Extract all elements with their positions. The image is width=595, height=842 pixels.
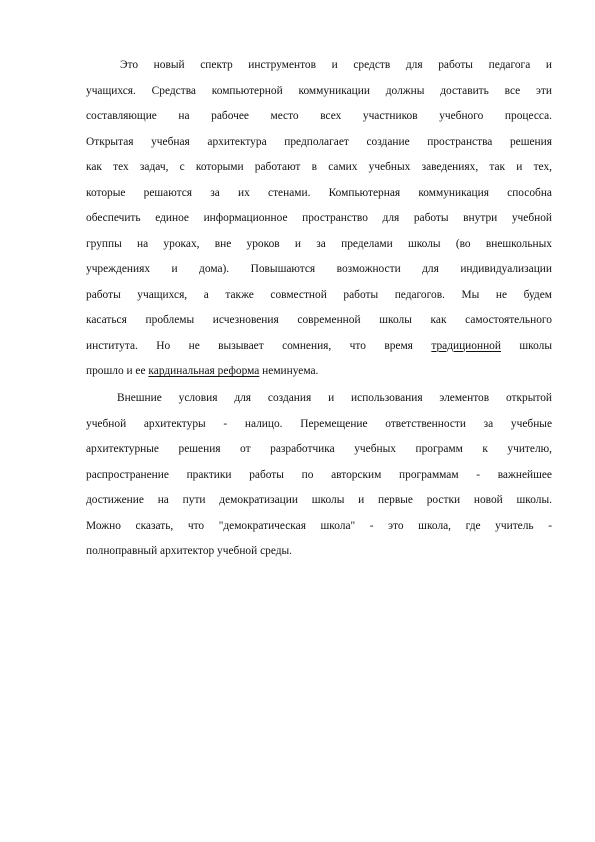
underlined-term: кардинальная реформа	[148, 365, 260, 377]
text-line: которые решаются за их стенами. Компьютерная коммуникация способна	[86, 186, 552, 199]
text-line: составляющие на рабочее место всех участников учебного процесса.	[86, 110, 552, 122]
text-line: учебной архитектуры - налицо. Перемещение ответственности за учебные	[86, 417, 552, 430]
text-line: работы учащихся, а также совместной работы педагогов. Мы не будем	[86, 288, 552, 301]
paragraph-1	[86, 53, 552, 385]
text-line: обеспечить единое информационное пространство для работы внутри учебной	[86, 212, 552, 224]
text-line: учреждениях и дома). Повышаются возможности для индивидуализации	[86, 263, 552, 275]
text-segment: неминуема.	[262, 365, 319, 377]
text-line	[86, 359, 552, 385]
text-line: Внешние условия для создания и использования элементов открытой	[117, 392, 552, 404]
text-line: Открытая учебная архитектура предполагает создание пространства решения	[86, 135, 552, 148]
text-segment: института. Но не вызывает сомнения, что время	[86, 339, 413, 352]
text-segment: прошло и ее	[86, 365, 146, 377]
text-line: учащихся. Средства компьютерной коммуникации должны доставить все эти	[86, 84, 552, 97]
text-line: касаться проблемы исчезновения современной школы как самостоятельного	[86, 314, 552, 326]
text-line: распространение практики работы по авторским программам - важнейшее	[86, 468, 552, 481]
paragraph-2	[86, 386, 552, 565]
text-line	[86, 334, 552, 360]
text-line: достижение на пути демократизации школы и первые ростки новой школы.	[86, 494, 552, 506]
text-line: как тех задач, с которыми работают в самих учебных заведениях, так и тех,	[86, 161, 552, 173]
text-line: полноправный архитектор учебной среды.	[86, 545, 293, 557]
underlined-term: традиционной	[431, 339, 501, 352]
text-line: Это новый спектр инструментов и средств для работы педагога и	[120, 59, 552, 71]
text-line: архитектурные решения от разработчика учебных программ к учителю,	[86, 443, 552, 455]
text-line: группы на уроках, вне уроков и за пределами школы (во внешкольных	[86, 237, 552, 250]
text-segment: школы	[519, 339, 552, 352]
text-line: Можно сказать, что "демократическая школа" - это школа, где учитель -	[86, 519, 552, 532]
